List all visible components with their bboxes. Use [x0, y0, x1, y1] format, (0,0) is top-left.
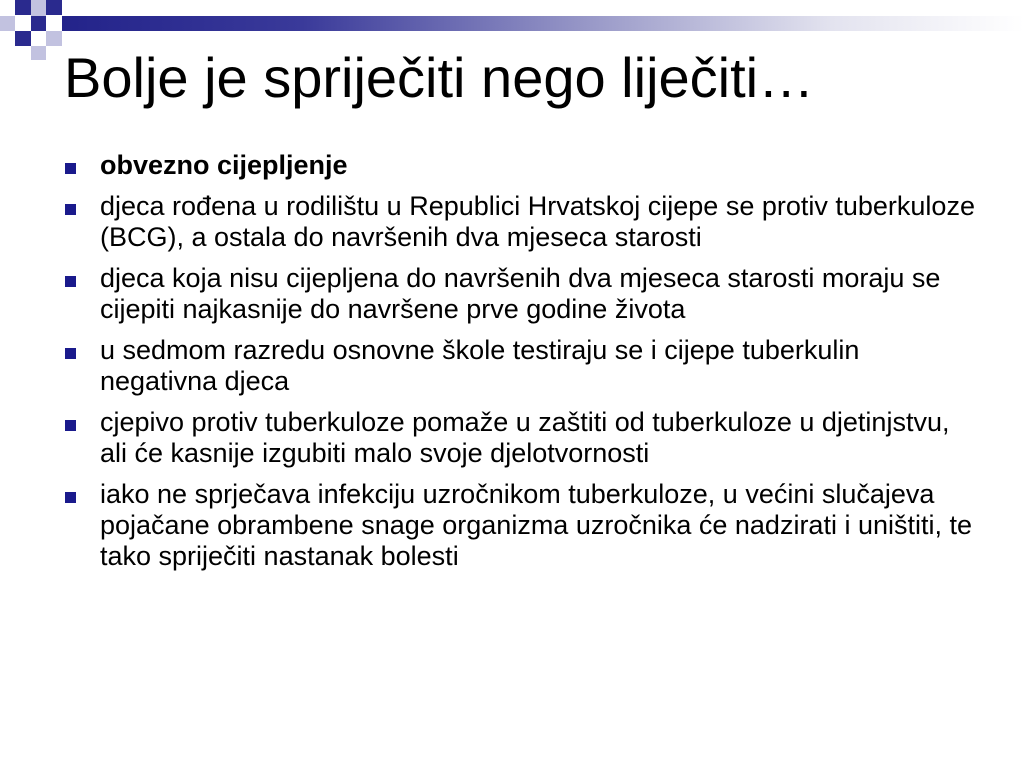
bullet-item: [62, 150, 982, 181]
decor-square: [31, 16, 46, 31]
square-bullet-icon: [65, 420, 76, 431]
square-bullet-icon: [65, 348, 76, 359]
decor-square: [31, 0, 46, 16]
bullet-text: obvezno cijepljenje: [100, 150, 348, 180]
bullet-text: iako ne sprječava infekciju uzročnikom tuberkuloze, u većini slučajeva pojačane obrambene snage organizma uzročnika će nadzirati i uništiti, te tako spriječiti nastanak bolesti: [100, 479, 973, 571]
header-gradient-band: [62, 16, 1024, 31]
bullet-item: [62, 335, 982, 397]
decor-square: [31, 46, 46, 60]
bullet-item: [62, 191, 982, 253]
bullet-text: djeca rođena u rodilištu u Republici Hrvatskoj cijepe se protiv tuberkuloze (BCG), a ostala do navršenih dva mjeseca starosti: [100, 191, 975, 252]
bullet-item: [62, 479, 982, 572]
decor-square: [46, 31, 62, 46]
bullet-text: cjepivo protiv tuberkuloze pomaže u zaštiti od tuberkuloze u djetinjstvu, ali će kasnije izgubiti malo svoje djelotvornosti: [100, 407, 950, 468]
decor-square: [15, 31, 31, 46]
bullet-text: djeca koja nisu cijepljena do navršenih dva mjeseca starosti moraju se cijepiti najkasnije do navršene prve godine života: [100, 263, 941, 324]
bullet-item: [62, 407, 982, 469]
square-bullet-icon: [65, 163, 76, 174]
square-bullet-icon: [65, 492, 76, 503]
bullet-list: [62, 150, 982, 582]
decor-square: [15, 0, 31, 15]
slide-title: Bolje je spriječiti nego liječiti…: [64, 46, 815, 109]
square-bullet-icon: [65, 204, 76, 215]
bullet-item: [62, 263, 982, 325]
bullet-text: u sedmom razredu osnovne škole testiraju se i cijepe tuberkulin negativna djeca: [100, 335, 860, 396]
decor-square: [46, 0, 62, 15]
decor-square: [0, 16, 15, 31]
square-bullet-icon: [65, 276, 76, 287]
